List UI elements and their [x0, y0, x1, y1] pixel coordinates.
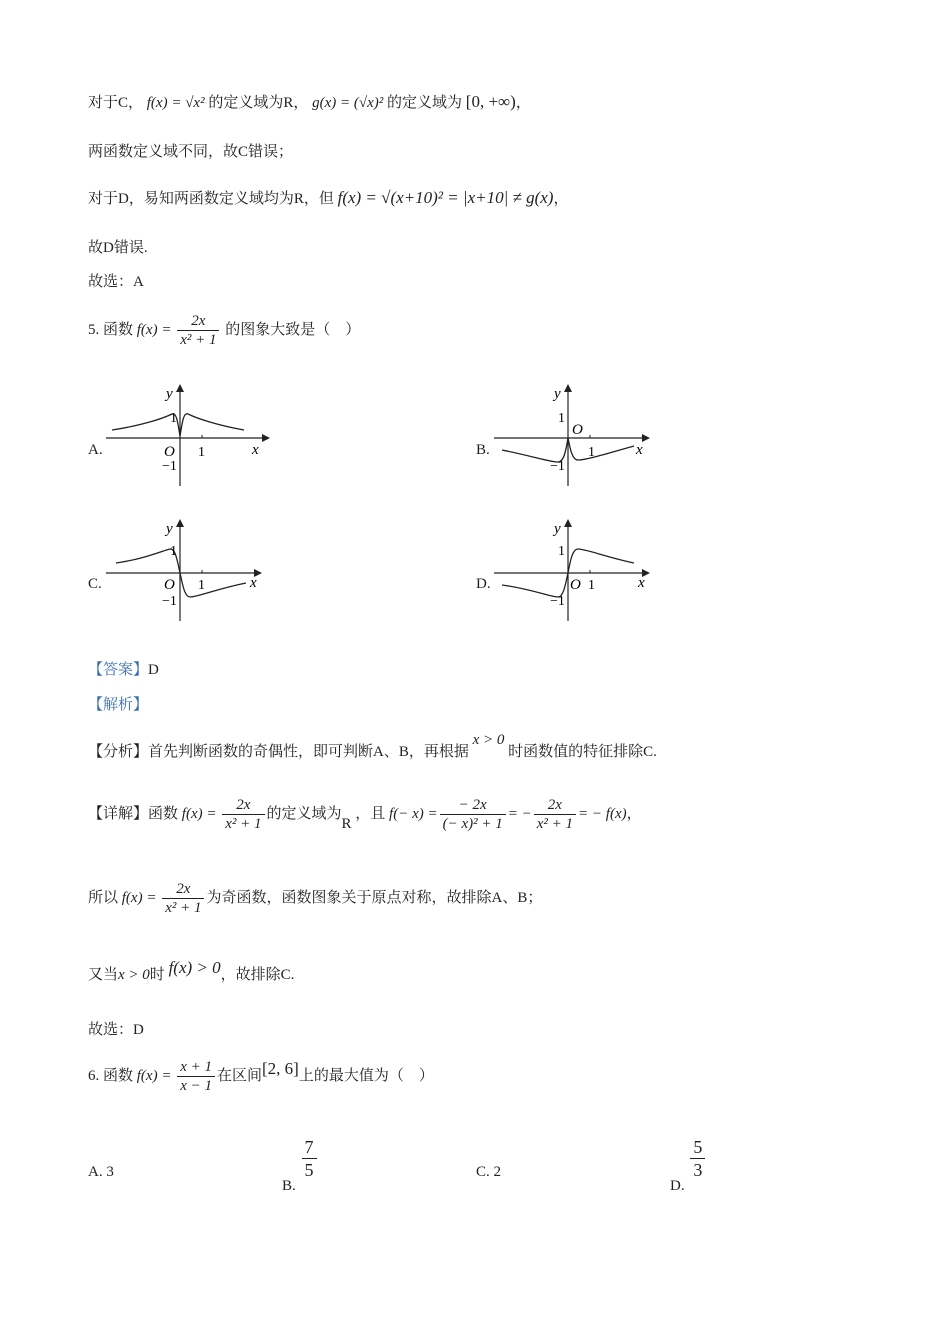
detail-line: 【详解】函数 f(x) = $\frac{2x}{\text{x² + 1}}$ 的定义域为R ，且 f(− x) = $\frac{- 2x}{\text{(− x)² + 1}}$ = − $\frac{2x}{\text{x² + 1}}$ = − f(x)，	[88, 797, 642, 832]
x-positive-line: 又当x > 0时 f(x) > 0，故排除C.	[88, 958, 295, 983]
d-expression: f(x) = √(x+10)² = |x+10| ≠ g(x)	[337, 188, 554, 207]
line-c-domain: 对于C， f(x) = √x² 的定义域为R， g(x) = (√x)² 的定义域为 [0, +∞)，	[88, 92, 531, 111]
gx-expression: g(x) = (√x)²	[312, 95, 384, 111]
svg-text:x: x	[636, 442, 643, 458]
fx-expression: f(x) = √x²	[146, 95, 205, 111]
y-label: y	[166, 386, 173, 402]
svg-text:y: y	[554, 521, 561, 537]
graph-c	[104, 515, 274, 625]
svg-text:1: 1	[588, 445, 595, 460]
odd-function-line: 所以 f(x) = $\frac{2x}{\text{x² + 1}}$ 为奇函数，函数图象关于原点对称，故排除A、B；	[88, 881, 543, 916]
svg-text:1: 1	[558, 544, 565, 559]
svg-text:y: y	[166, 521, 173, 537]
svg-text:1: 1	[558, 411, 565, 426]
svg-text:x: x	[250, 575, 257, 591]
q6-option-c[interactable]: C. 2	[476, 1164, 502, 1180]
option-c-label[interactable]: C.	[88, 576, 102, 592]
graph-d	[492, 515, 662, 625]
svg-text:−1: −1	[550, 459, 565, 474]
graph-a	[104, 380, 274, 490]
svg-text:1: 1	[588, 578, 595, 593]
svg-text:O: O	[164, 577, 175, 593]
x-label: x	[252, 442, 259, 458]
svg-text:1: 1	[170, 544, 177, 559]
line-c-conclusion: 两函数定义域不同，故C错误；	[88, 144, 294, 160]
svg-text:−1: −1	[550, 594, 565, 609]
svg-text:O: O	[572, 422, 583, 438]
q6-option-d[interactable]: D. $\frac{5}{3}$	[670, 1136, 707, 1181]
svg-text:O: O	[570, 577, 581, 593]
question-6: 6. 函数 f(x) = $\frac{x + 1}{x - 1}$ 在区间[2, 6]上的最大值为（ ）	[88, 1058, 434, 1094]
line-d-conclusion: 故D错误.	[88, 240, 148, 256]
svg-text:y: y	[554, 386, 561, 402]
origin-label: O	[164, 444, 175, 460]
answer-tag: 【答案】	[88, 662, 149, 678]
answer-value: D	[148, 662, 159, 678]
one-y: 1	[170, 411, 177, 426]
choose-d-line: 故选：D	[88, 1022, 144, 1038]
interval: [0, +∞)	[465, 92, 516, 111]
q6-option-a[interactable]: A. 3	[88, 1164, 114, 1180]
svg-text:−1: −1	[162, 594, 177, 609]
line-choose-a: 故选：A	[88, 274, 144, 290]
answer-line	[88, 660, 159, 680]
svg-text:x: x	[638, 575, 645, 591]
svg-text:1: 1	[198, 578, 205, 593]
option-d-label[interactable]: D.	[476, 576, 491, 592]
graph-b	[492, 380, 662, 490]
one-x: 1	[198, 445, 205, 460]
q6-option-b[interactable]: B. $\frac{7}{5}$	[282, 1136, 319, 1181]
fenxi-line: 【分析】首先判断函数的奇偶性，即可判断A、B，再根据 x > 0 时函数值的特征排除C.	[88, 732, 657, 760]
option-a-label[interactable]: A.	[88, 442, 103, 458]
line-d: 对于D，易知两函数定义域均为R，但 f(x) = √(x+10)² = |x+10| ≠ g(x)，	[88, 188, 569, 207]
question-5: 5. 函数 f(x) = $\frac{2x}{\text{x² + 1}}$ 的图象大致是（ ）	[88, 313, 361, 348]
neg-one: −1	[162, 459, 177, 474]
option-b-label[interactable]: B.	[476, 442, 490, 458]
q5-fraction: $\frac{2x}{\text{x² + 1}}$	[177, 312, 219, 349]
analysis-tag: 【解析】	[88, 697, 149, 713]
